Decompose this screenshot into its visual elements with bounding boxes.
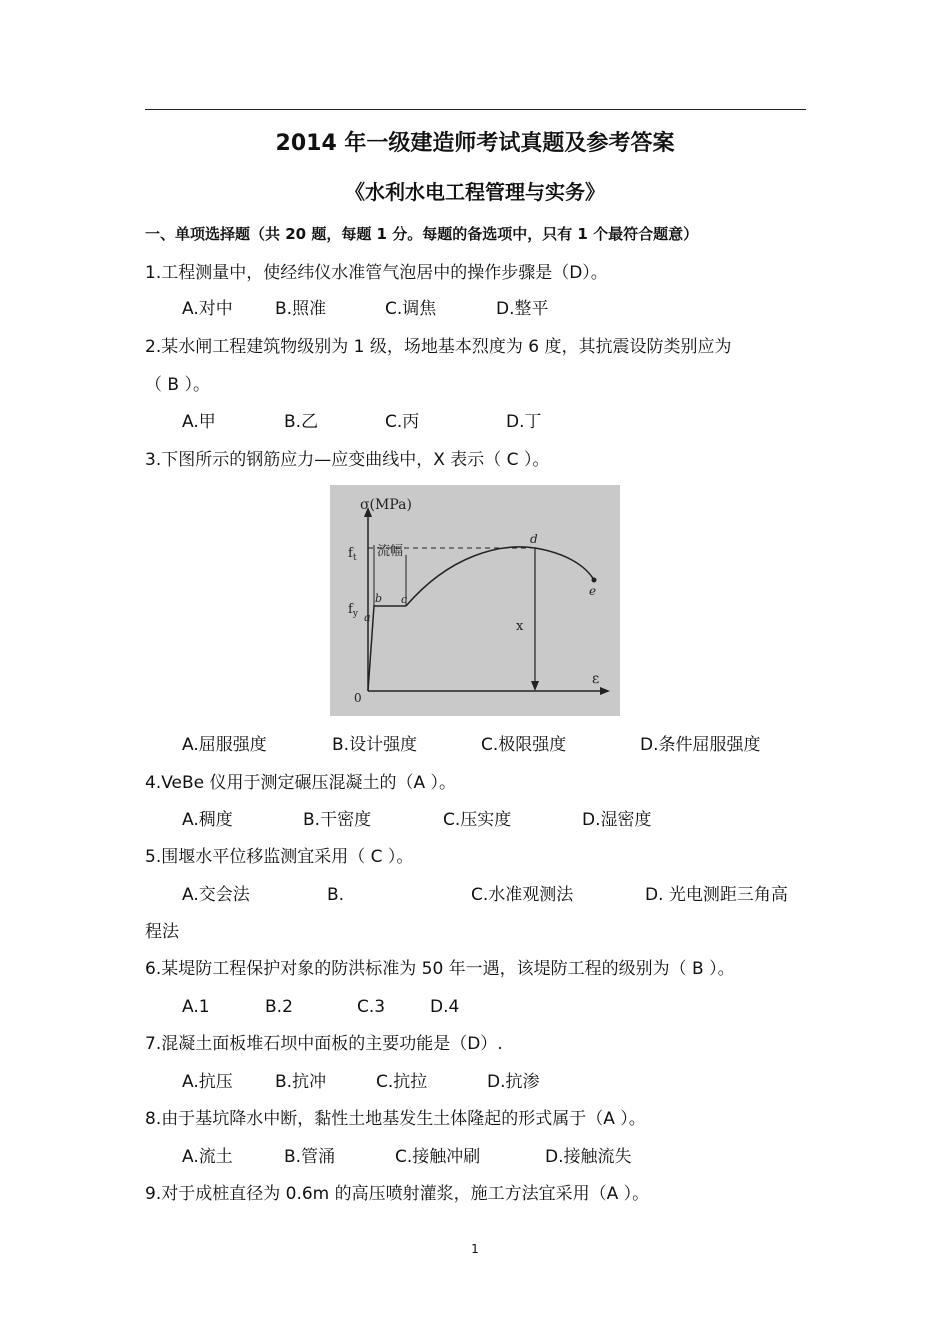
neck-label: 流幅 [377,544,404,559]
q4-option-b: B.干密度 [303,810,372,830]
page-title: 2014 年一级建造师考试真题及参考答案 [275,131,675,156]
q7-option-b: B.抗冲 [275,1072,327,1092]
q2-option-c: C.丙 [385,412,420,432]
question-1: 1.工程测量中，使经纬仪水准管气泡居中的操作步骤是（D）。 [145,263,608,283]
point-d-label: d [530,532,538,546]
question-8: 8.由于基坑降水中断，黏性土地基发生土体隆起的形式属于（A ）。 [145,1109,646,1129]
q3-option-d: D.条件屈服强度 [640,735,761,755]
q5-option-b: B. [327,885,345,905]
origin-label: 0 [354,691,362,705]
q1-option-c: C.调焦 [385,299,437,319]
point-c-label: c [401,593,408,606]
point-e-label: e [589,584,597,598]
q6-option-c: C.3 [357,997,386,1017]
point-b-label: b [375,592,383,605]
x-mark-label: x [516,619,524,634]
question-4: 4.VeBe 仪用于测定碾压混凝土的（A ）。 [145,773,457,793]
q4-option-c: C.压实度 [443,810,512,830]
point-e-marker [592,578,597,583]
q1-option-a: A.对中 [182,299,233,319]
q3-option-b: B.设计强度 [332,735,418,755]
q6-option-b: B.2 [265,997,293,1017]
x-dimension-arrow [531,681,539,691]
header-rule [145,109,806,110]
q2-option-a: A.甲 [182,412,216,432]
q2-option-d: D.丁 [506,412,542,432]
q6-option-a: A.1 [182,997,210,1017]
stress-strain-curve [406,547,597,606]
x-axis-label: ε [592,671,600,687]
q7-option-a: A.抗压 [182,1072,233,1092]
stress-strain-figure [330,485,620,716]
q6-option-d: D.4 [430,997,460,1017]
q8-option-b: B.管涌 [284,1147,336,1167]
fy-label: $f_y$ [348,602,358,619]
question-7: 7.混凝土面板堆石坝中面板的主要功能是（D）. [145,1034,503,1054]
question-2-cont: （ B ）。 [145,375,210,395]
q1-option-d: D.整平 [496,299,549,319]
page-subtitle: 《水利水电工程管理与实务》 [345,180,605,204]
q1-option-b: B.照准 [275,299,327,319]
q8-option-c: C.接触冲刷 [395,1147,481,1167]
q7-option-d: D.抗渗 [487,1072,540,1092]
stress-strain-curve-linear [368,606,406,691]
x-axis-arrow [600,687,610,695]
q4-option-d: D.湿密度 [582,810,652,830]
ft-label: $f_t$ [348,546,357,563]
q5-option-a: A.交会法 [182,885,250,905]
question-2: 2.某水闸工程建筑物级别为 1 级，场地基本烈度为 6 度，其抗震设防类别应为 [145,337,732,357]
question-3: 3.下图所示的钢筋应力—应变曲线中，X 表示（ C ）。 [145,450,550,470]
question-5-cont: 程法 [145,922,179,942]
question-6: 6.某堤防工程保护对象的防洪标准为 50 年一遇，该堤防工程的级别为（ B ）。 [145,959,735,979]
q4-option-a: A.稠度 [182,810,233,830]
y-axis-label: σ(MPa) [360,497,412,513]
q8-option-a: A.流土 [182,1147,233,1167]
section-heading: 一、单项选择题（共 20 题，每题 1 分。每题的备选项中，只有 1 个最符合题意） [145,225,699,243]
q3-option-c: C.极限强度 [481,735,567,755]
q8-option-d: D.接触流失 [545,1147,632,1167]
point-a-label: a [364,611,371,624]
q7-option-c: C.抗拉 [376,1072,428,1092]
q3-option-a: A.屈服强度 [182,735,267,755]
page-number: 1 [471,1242,479,1256]
q2-option-b: B.乙 [284,412,319,432]
question-9: 9.对于成桩直径为 0.6m 的高压喷射灌浆，施工方法宜采用（A ）。 [145,1184,650,1204]
q5-option-d: D. 光电测距三角高 [645,885,788,905]
q5-option-c: C.水准观测法 [471,885,574,905]
question-5: 5.围堰水平位移监测宜采用（ C ）。 [145,847,414,867]
